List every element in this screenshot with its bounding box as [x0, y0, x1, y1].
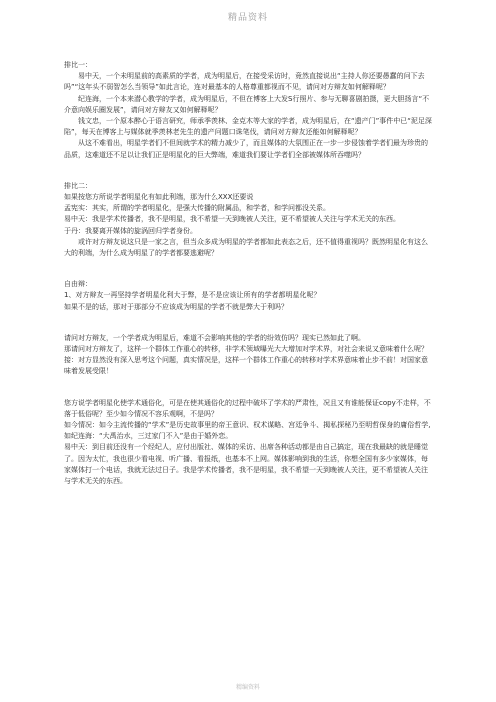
page-footer: 精编资料	[235, 684, 260, 691]
line-yi-zhongtian: 易中天：我是学术传播者，我不是明星，我不希望一天到晚被人关注，更不希望被人关注与学术无关的东西。	[64, 215, 400, 224]
debate-question-3: 请问对方辩友，一个学者成为明星后，难道不会影响其他的学者的纷效仿吗？现实已然如此了啊。	[64, 333, 365, 342]
document-body	[64, 60, 434, 487]
paragraph-conclusion-1: 从这不难看出，明星学者们不但间就学术的精力减少了，而且媒体的大氛围正在一步一步侵蚀着学者们最为珍贵的品质，这难道还不足以让我们正是明星化的巨大弊端，难道我们要让学者们全部被媒体所吞噬吗？	[64, 139, 428, 159]
section-title-free-debate: 自由辩：	[64, 280, 92, 289]
page-header: 精品资料	[227, 13, 268, 23]
debate-question-1: 1、对方辩友一再坚持学者明星化利大于弊，是不是应该让所有的学者都明星化呢？	[64, 291, 321, 300]
debate-question-2: 如果不是的话，那对于那部分不应该成为明星的学者不就是弊大于利吗？	[64, 302, 288, 311]
section-title-parallel-2: 排比二：	[64, 181, 92, 190]
debate-popularization: 您方说学者明星化使学术通俗化，可是在使其通俗化的过程中破坏了学术的严肃性，况且又有谁能保证copy不走样，不落于低俗呢？至少如今情况不容乐观啊，不是吗？	[64, 398, 431, 418]
spacer	[64, 161, 434, 181]
paragraph-ji-lianhai: 纪连海，一个本来潜心教学的学者，成为明星后，不但在博客上大发S行照片、参与无聊喜剧拍摄，更大胆扬言“不介意向娱乐圈发展”，请问对方辩友又如何解释呢？	[64, 94, 430, 114]
paragraph-conclusion-2: 或许对方辩友说这只是一家之言，但当众多成为明星的学者都如此表态之后，还不值得重视吗？既然明星化有这么大的利端，为什么成为明星了的学者都要逃避呢？	[64, 237, 428, 258]
debate-yi-zhongtian-quote: 易中天：到目前还没有一个经纪人，应付出版社、媒体的采访、出席各种活动都是由自己搞定，现在我最缺的就是睡觉了。因为太忙，我也很少看电视、听广播、看报纸，也基本不上网。媒体影响到我的生活，你想全国有多少家媒体，每家媒体打一个电话，我就无法过日子。我是学术传播者，我不是明星，我不希望一天到晚被人关注，更不希望被人关注与学术无关的东西。	[64, 443, 428, 486]
spacer	[64, 313, 434, 333]
spacer	[64, 378, 434, 398]
spacer	[64, 259, 434, 279]
line-question: 如果按您方所说学者明星化有如此利端，那为什么XXX还要说	[64, 193, 254, 202]
line-yu-dan: 于丹：我要离开媒体的旋涡回归学者身份。	[64, 226, 197, 235]
debate-current-situation: 如今情况：如今主流传播的“学术”是历史故事里的帝王意识、权术谋略、宫廷争斗、揭私探秘乃至明哲保身的庸俗哲学,如纪连海：“大禹治水，三过家门不入”是由于婚外恋。	[64, 421, 431, 441]
line-meng-xianshi: 孟宪实：其实，所谓的学者明星化，是强大传播的附属品，和学者，和学问都没关系。	[64, 204, 330, 213]
debate-question-4: 那请问对方辩友了，这样一个群体工作重心的转移，非学术领域曝光大大增加对学术界，对社会来说又意味着什么呢？	[64, 345, 428, 354]
paragraph-qian-wenzhong: 钱文忠，一个原本醉心于语言研究，师承季羡林、金克木等大家的学者，成为明星后，在“遗产门”事件中已“泥足深陷”，每天在博客上与媒体就季羡林老先生的遗产问题口诛笔伐，请问对方辩友还能如何解释呢？	[64, 117, 432, 137]
paragraph-yi-zhongtian: 易中天，一个未明星前的高素质的学者，成为明星后，在接受采访时，竟然直接说出“主持人你还要愚蠢的问下去吗”“这年头不弱智怎么当领导”如此言论，连对最基本的人格尊重都视而不见，请问对方辩友如何解释呢？	[64, 72, 425, 92]
section-title-parallel-1: 排比一：	[64, 61, 92, 69]
debate-response: 接：对方显然没有深入思考这个问题，真实情况是，这样一个群体工作重心的转移对学术界意味着止步不前！对国家意味着发展受限！	[64, 356, 428, 376]
